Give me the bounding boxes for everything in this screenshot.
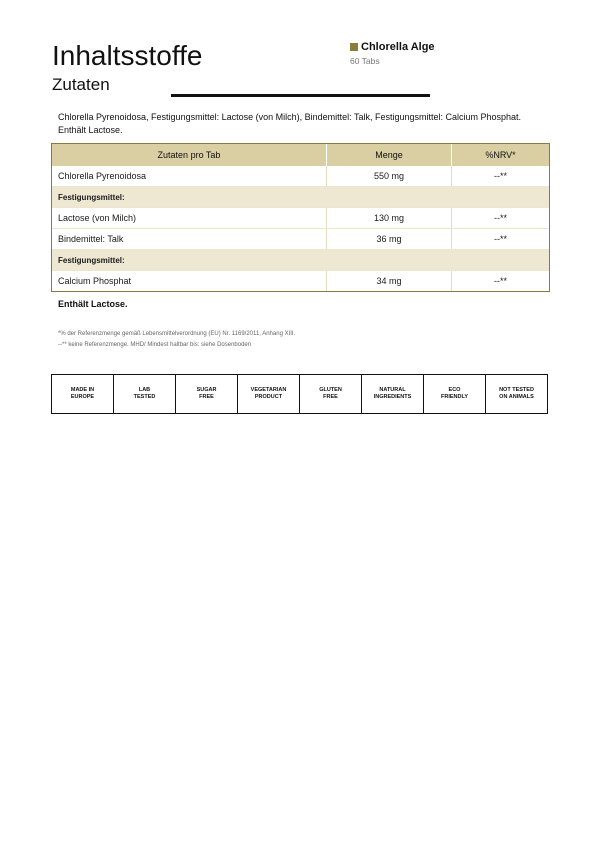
ingredient-amount: 130 mg [327, 208, 452, 229]
badge-natural-ingredients: NATURAL INGREDIENTS [362, 375, 424, 413]
badge-sugar-free: SUGAR FREE [176, 375, 238, 413]
table-header-row [52, 144, 549, 166]
ingredient-amount: 34 mg [327, 271, 452, 292]
footnote-nrv: *% der Referenzmenge gemäß Lebensmittelverordnung (EU) Nr. 1169/2011, Anhang XIII. [58, 331, 296, 337]
product-name-label: Chlorella Alge [361, 41, 435, 53]
column-header-ingredient: Zutaten pro Tab [52, 144, 327, 166]
quality-badges [51, 374, 548, 414]
allergen-note: Enthält Lactose. [58, 299, 128, 309]
ingredient-name: Calcium Phosphat [52, 271, 327, 292]
ingredient-nrv: --** [452, 229, 550, 250]
column-header-amount: Menge [327, 144, 452, 166]
title-divider [171, 94, 430, 97]
product-quantity: 60 Tabs [350, 56, 380, 66]
badge-lab-tested: LAB TESTED [114, 375, 176, 413]
footnote-reference: --** keine Referenzmenge. MHD/ Mindest haltbar bis: siehe Dosenboden [58, 342, 252, 348]
page-subtitle: Zutaten [52, 75, 110, 94]
badge-made-in-europe: MADE IN EUROPE [52, 375, 114, 413]
badge-not-tested-on-animals: NOT TESTED ON ANIMALS [499, 387, 534, 400]
table-row [52, 166, 549, 187]
product-color-swatch-icon [350, 43, 358, 51]
table-row [52, 271, 549, 292]
column-header-nrv: %NRV* [452, 144, 550, 166]
ingredient-name: Chlorella Pyrenoidosa [52, 166, 327, 187]
page-title: Inhaltsstoffe [52, 40, 203, 71]
ingredient-name: Lactose (von Milch) [52, 208, 327, 229]
group-label: Festigungsmittel: [52, 187, 549, 208]
table-row [52, 208, 549, 229]
ingredient-name: Bindemittel: Talk [52, 229, 327, 250]
table-group-row [52, 250, 549, 271]
ingredients-text: Chlorella Pyrenoidosa, Festigungsmittel: Lactose (von Milch), Bindemittel: Talk, Festigungsmittel: Calcium Phosphat. Enthält Lactose. [58, 112, 522, 135]
ingredient-amount: 36 mg [327, 229, 452, 250]
badge-eco-friendly: ECO FRIENDLY [424, 375, 486, 413]
ingredient-nrv: --** [452, 166, 550, 187]
badge-gluten-free: GLUTEN FREE [300, 375, 362, 413]
group-label: Festigungsmittel: [52, 250, 549, 271]
table-row [52, 229, 549, 250]
ingredients-table [51, 143, 550, 292]
table-group-row [52, 187, 549, 208]
product-name [350, 41, 435, 53]
ingredient-amount: 550 mg [327, 166, 452, 187]
product-info [350, 41, 435, 66]
badge-vegetarian-product: VEGETARIAN PRODUCT [238, 375, 300, 413]
ingredient-nrv: --** [494, 276, 507, 286]
ingredient-nrv: --** [452, 208, 550, 229]
